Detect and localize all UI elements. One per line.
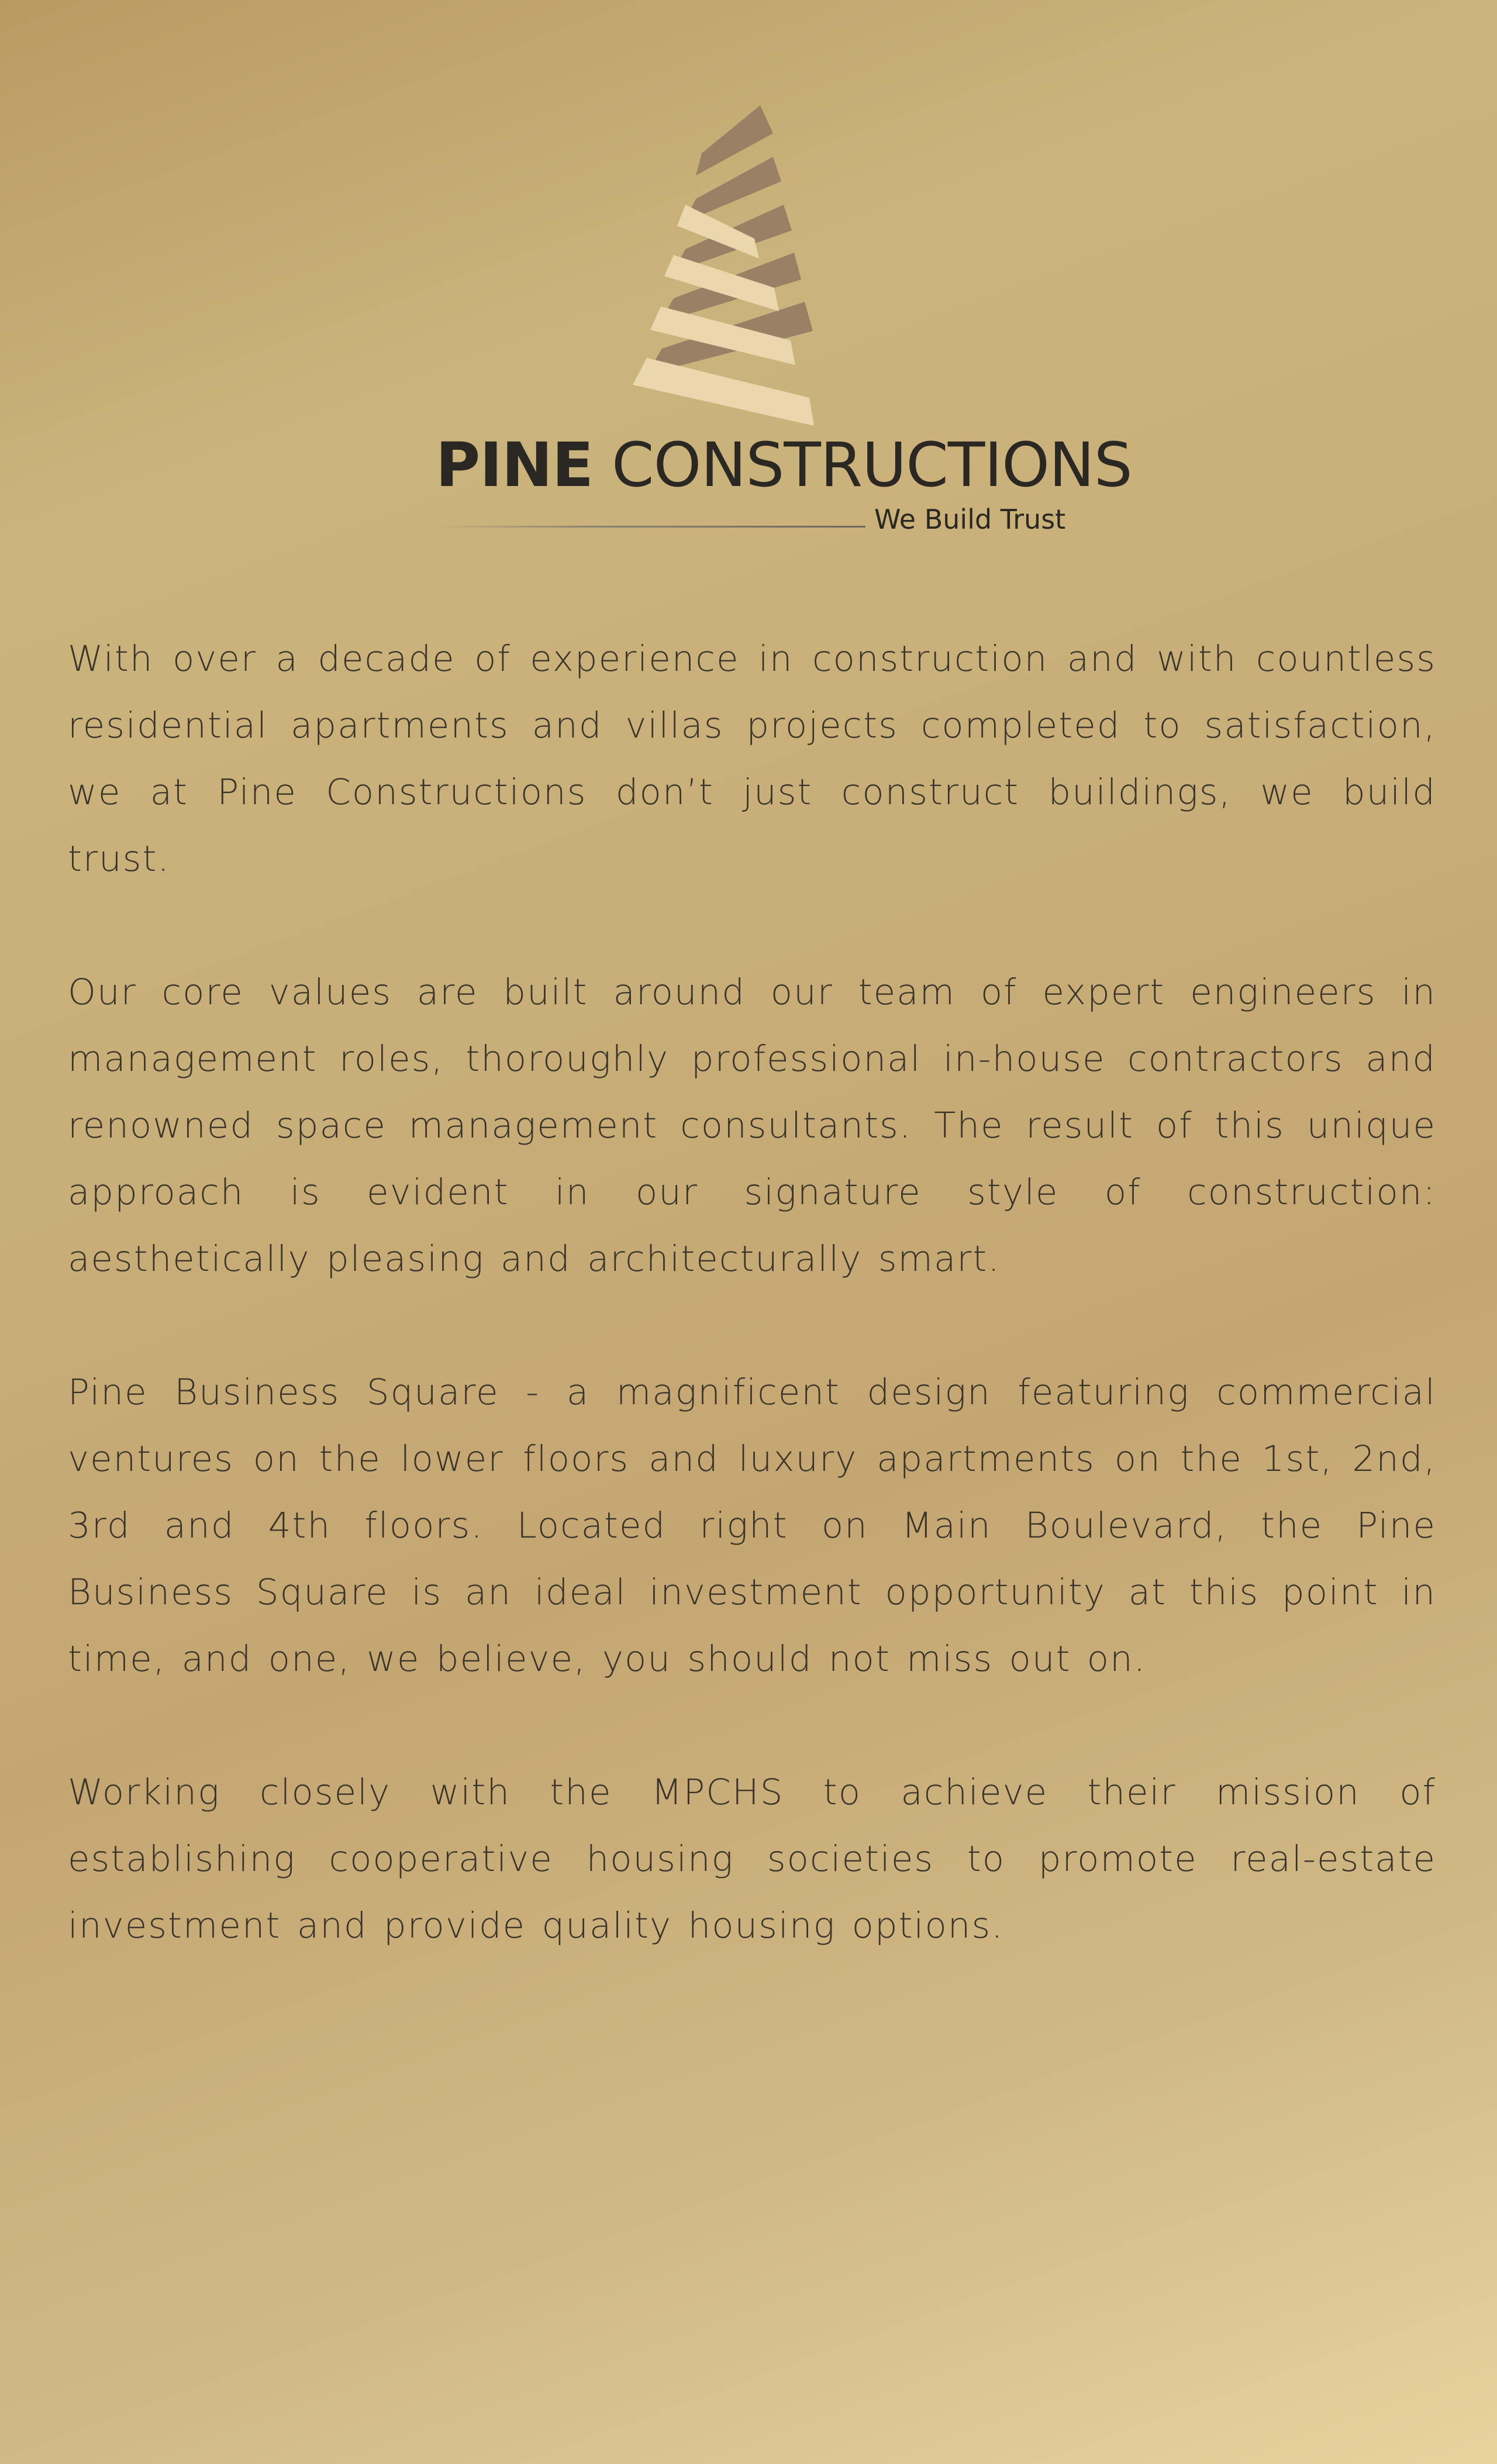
tagline-divider bbox=[436, 526, 865, 528]
paragraph-mpchs: Working closely with the MPCHS to achieve their mission of establishing cooperative housing societies to promote real-estate investment and provide quality housing options. bbox=[68, 1772, 1436, 1946]
brand-wordmark bbox=[436, 429, 1132, 501]
brand-name-bold: PINE bbox=[436, 429, 593, 501]
brand-name-light: CONSTRUCTIONS bbox=[593, 429, 1132, 501]
paragraph-core-values: Our core values are built around our team of expert engineers in management roles, thoroughly professional in-house contractors and renowned space management consultants. The result of this unique approach is evident in our signature style of construction: aesthetically pleasing and architecturally smart. bbox=[68, 971, 1436, 1280]
logo-stripe-light-4 bbox=[633, 358, 814, 426]
pine-tree-stripes-icon bbox=[608, 105, 854, 433]
brand-tagline: We Build Trust bbox=[874, 504, 1066, 535]
paragraph-experience: With over a decade of experience in construction and with countless residential apartments and villas projects completed to satisfaction, we at Pine Constructions don’t just construct buildings, we build trust. bbox=[68, 638, 1436, 880]
about-text bbox=[68, 626, 1436, 2026]
paragraph-business-square: Pine Business Square - a magnificent design featuring commercial ventures on the lower floors and luxury apartments on the 1st, 2nd, 3rd and 4th floors. Located right on Main Boulevard, the Pine Business Square is an ideal investment opportunity at this point in time, and one, we believe, you should not miss out on. bbox=[68, 1371, 1436, 1680]
